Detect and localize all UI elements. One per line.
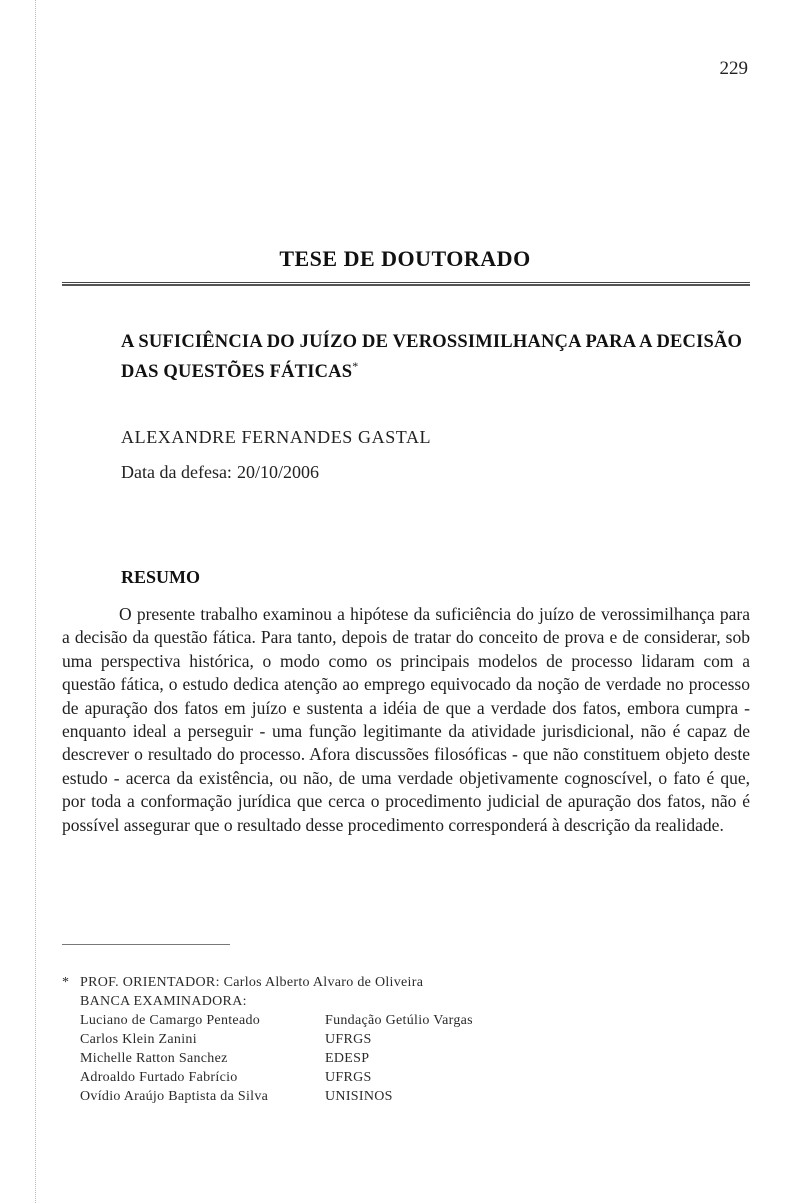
committee-row [62,1030,750,1049]
committee-member-institution: Fundação Getúlio Vargas [325,1013,473,1028]
committee-row [62,1068,750,1087]
author-name: ALEXANDRE FERNANDES GASTAL [121,427,432,447]
footnote-rule [62,944,230,945]
committee-member-name: Luciano de Camargo Penteado [80,1013,261,1028]
committee-member-institution: UNISINOS [325,1089,393,1104]
title-rule [62,282,750,286]
committee-member-name: Michelle Ratton Sanchez [80,1051,228,1066]
committee-label-row [62,992,750,1011]
defense-date: 20/10/2006 [236,462,319,482]
committee-member-name: Carlos Klein Zanini [80,1032,197,1047]
committee-member-institution: UFRGS [325,1070,372,1085]
footnote [62,973,750,1106]
thesis-footnote-marker: * [352,359,359,373]
abstract-heading: RESUMO [121,567,201,587]
advisor-name: Carlos Alberto Alvaro de Oliveira [223,975,424,990]
committee-row [62,1087,750,1106]
committee-label: BANCA EXAMINADORA: [80,994,247,1009]
committee-row [62,1049,750,1068]
committee-member-institution: UFRGS [325,1032,372,1047]
committee-member-institution: EDESP [325,1051,370,1066]
footnote-advisor-row [62,973,750,992]
abstract-body: O presente trabalho examinou a hipótese da suficiência do juízo de verossimilhança para a decisão da questão fática. Para tanto, depois de tratar do conceito de prova e de considerar, sob uma perspectiva histórica, o modo como os principais modelos de processo lidaram com a questão fática, o estudo dedica atenção ao emprego equivocado da noção de verdade no processo de apuração dos fatos em juízo e sustenta a idéia de que a verdade dos fatos, embora cumpra - enquanto ideal a perseguir - uma função legitimante da atividade jurisdicional, não é capaz de descrever o resultado do processo. Afora discussões filosóficas - que não constituem objeto deste estudo - acerca da existência, ou não, de uma verdade objetivamente cognoscível, o fato é que, por toda a conformação jurídica que cerca o procedimento judicial de apuração dos fatos, não é possível assegurar que o resultado desse procedimento corresponderá à descrição da realidade. [62,604,750,835]
committee-row [62,1011,750,1030]
scan-edge-dots [35,0,36,1203]
committee-member-name: Adroaldo Furtado Fabrício [80,1070,238,1085]
advisor-label: PROF. ORIENTADOR: [80,975,220,990]
defense-date-line [121,462,319,483]
advisor-line [80,973,423,992]
section-title: TESE DE DOUTORADO [279,246,531,271]
defense-label: Data da defesa: [121,462,232,482]
footnote-marker: * [62,975,70,990]
committee-member-name: Ovídio Araújo Baptista da Silva [80,1089,269,1104]
page-number: 229 [719,58,748,79]
thesis-title-text: A SUFICIÊNCIA DO JUÍZO DE VEROSSIMILHANÇA PARA A DECISÃO DAS QUESTÕES FÁTICAS [121,332,743,383]
thesis-title [121,330,761,384]
